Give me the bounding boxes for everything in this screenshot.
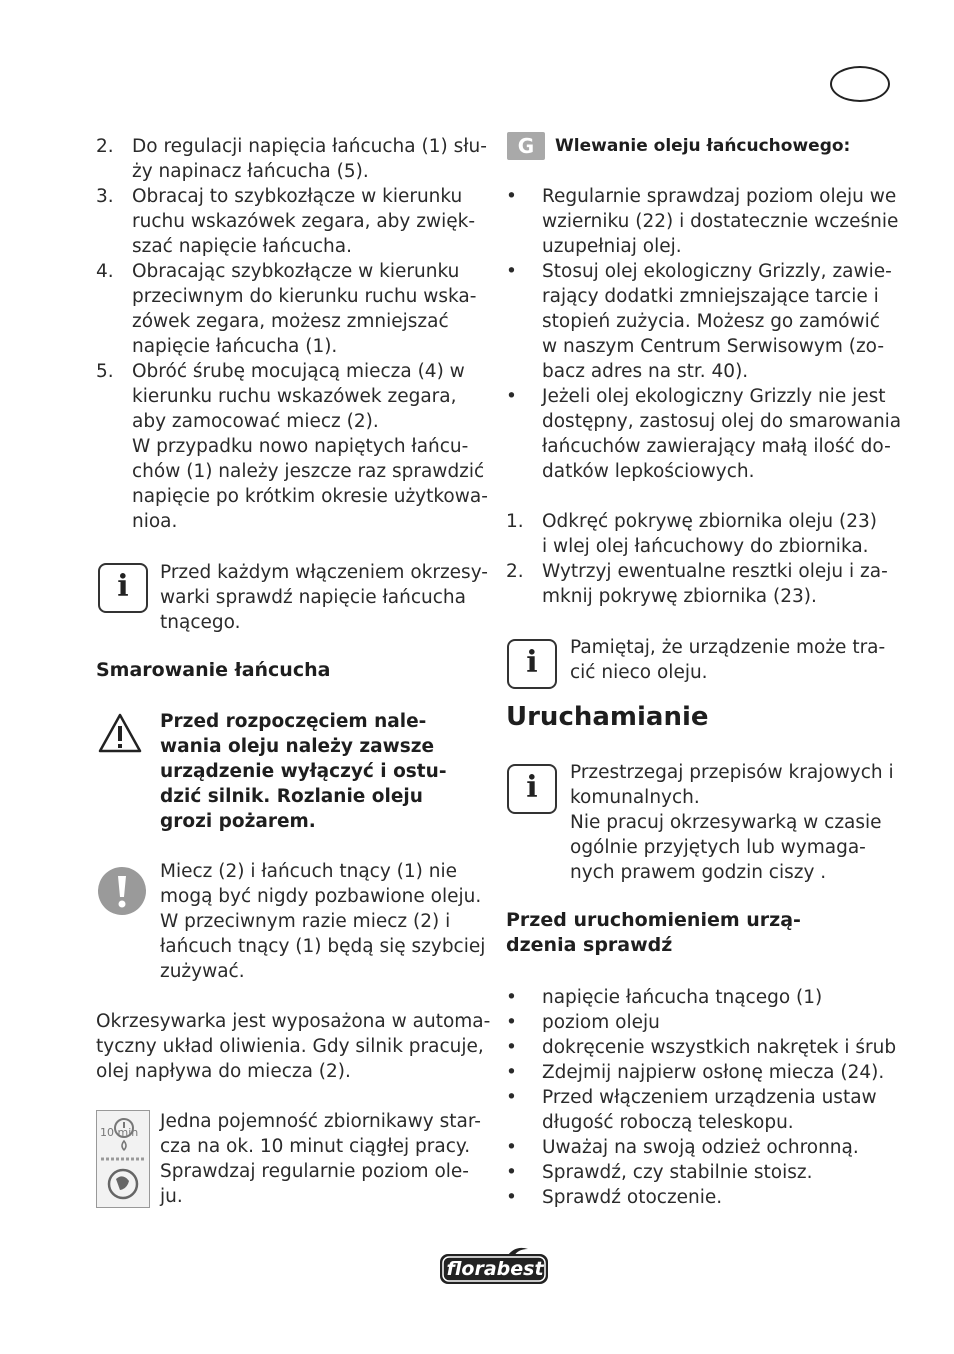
bullet-item [506, 1185, 906, 1210]
warning-line: dzić silnik. Rozlanie oleju [160, 786, 423, 807]
note-line: Przestrzegaj przepisów krajowych i [570, 762, 894, 783]
step-number: 3. [96, 186, 114, 207]
bullet-icon: • [506, 186, 517, 207]
info-note-oil-loss [570, 635, 885, 685]
bullet-line: wzierniku (22) i dostatecznie wcześnie [542, 211, 899, 232]
bullet-line: dostępny, zastosuj olej do smarowania [542, 411, 902, 432]
bullet-line: Zdejmij najpierw osłonę miecza (24). [542, 1062, 885, 1083]
caution-text [160, 859, 485, 984]
bullet-line: w naszym Centrum Serwisowym (zo- [542, 336, 884, 357]
step-number: 2. [506, 561, 524, 582]
timer-note [160, 1109, 481, 1209]
sub-heading-line: Przed uruchomieniem urzą- [506, 909, 801, 931]
step-line: Wytrzyj ewentualne resztki oleju i za- [542, 561, 888, 582]
step-line: chów (1) należy jeszcze raz sprawdzić [132, 461, 485, 482]
left-steps [96, 134, 486, 534]
timer-line: Sprawdzaj regularnie poziom ole- [160, 1161, 469, 1182]
bullet-icon: • [506, 1012, 517, 1033]
note-line: tnącego. [160, 612, 241, 633]
caution-icon [97, 866, 147, 916]
bullet-line: łańcuchów zawierający małą ilość do- [542, 436, 891, 457]
info-icon: i [507, 639, 557, 689]
logo-text: florabest [446, 1258, 544, 1280]
caution-line: mogą być nigdy pozbawione oleju. [160, 886, 482, 907]
step-number: 5. [96, 361, 114, 382]
bullet-line: napięcie łańcucha tnącego (1) [542, 987, 823, 1008]
auto-oiling-paragraph [96, 1009, 490, 1084]
bullet-item [506, 259, 896, 384]
info-note-regulations [570, 760, 894, 885]
step-line: Obróć śrubę mocującą miecza (4) w [132, 361, 465, 382]
bullet-item [506, 1135, 906, 1160]
note-line: ogólnie przyjętych lub wymaga- [570, 837, 866, 858]
bullet-item [506, 1085, 906, 1135]
step-number: 1. [506, 511, 524, 532]
paragraph-line: olej napływa do miecza (2). [96, 1061, 351, 1082]
bullet-icon: • [506, 261, 517, 282]
caution-line: łańcuch tnący (1) będą się szybciej [160, 936, 486, 957]
bullet-icon: • [506, 1037, 517, 1058]
oil-timer-icon [96, 1110, 150, 1208]
step-line: Do regulacji napięcia łańcucha (1) słu- [132, 136, 487, 157]
bullet-line: Sprawdź otoczenie. [542, 1187, 723, 1208]
step-line: ży napinacz łańcucha (5). [132, 161, 369, 182]
paragraph-line: Okrzesywarka jest wyposażona w automa- [96, 1011, 491, 1032]
sub-heading-check [506, 908, 801, 958]
checklist [506, 985, 906, 1210]
step-line: aby zamocować miecz (2). [132, 411, 379, 432]
step-line: Odkręć pokrywę zbiornika oleju (23) [542, 511, 878, 532]
bullet-icon: • [506, 1137, 517, 1158]
bullet-item [506, 1160, 906, 1185]
step-line: zówek zegara, możesz zmniejszać [132, 311, 449, 332]
bullet-item [506, 985, 906, 1010]
bullet-item [506, 1060, 906, 1085]
warning-icon [98, 712, 142, 754]
bullet-line: Przed włączeniem urządzenia ustaw [542, 1087, 877, 1108]
timer-label: 10 min [100, 1126, 139, 1139]
numbered-step [96, 134, 486, 184]
timer-line: Jedna pojemność zbiornikawy star- [160, 1111, 481, 1132]
bullet-line: stopień zużycia. Możesz go zamówić [542, 311, 880, 332]
step-line: i wlej olej łańcuchowy do zbiornika. [542, 536, 869, 557]
section-heading-startup: Uruchamianie [506, 702, 709, 732]
step-line: szać napięcie łańcucha. [132, 236, 352, 257]
bullet-item [506, 1035, 906, 1060]
section-heading-lubrication: Smarowanie łańcucha [96, 659, 331, 681]
bullet-line: bacz adres na str. 40). [542, 361, 749, 382]
step-number: 4. [96, 261, 114, 282]
step-line: napięcie łańcucha (1). [132, 336, 338, 357]
info-icon: i [98, 563, 148, 613]
note-line: nych prawem godzin ciszy . [570, 862, 827, 883]
step-line: W przypadku nowo napiętych łańcu- [132, 436, 469, 457]
bullet-item [506, 184, 899, 259]
bullet-line: poziom oleju [542, 1012, 660, 1033]
bullet-item [506, 1010, 906, 1035]
paragraph-line: tyczny układ oliwienia. Gdy silnik pracuje, [96, 1036, 484, 1057]
bullet-line: dokręcenie wszystkich nakrętek i śrub [542, 1037, 897, 1058]
step-line: napięcie po krótkim okresie użytkowa- [132, 486, 488, 507]
bullet-icon: • [506, 987, 517, 1008]
caution-line: W przeciwnym razie miecz (2) i [160, 911, 451, 932]
numbered-step [96, 259, 486, 359]
bullet-line: rający dodatki zmniejszające tarcie i [542, 286, 879, 307]
caution-line: Miecz (2) i łańcuch tnący (1) nie [160, 861, 457, 882]
warning-text [160, 709, 447, 834]
bullet-line: datków lepkościowych. [542, 461, 755, 482]
section-badge-g: G [507, 132, 545, 160]
warning-line: wania oleju należy zawsze [160, 736, 435, 757]
step-line: nioa. [132, 511, 178, 532]
right-bullets [506, 184, 902, 484]
bullet-line: Uważaj na swoją odzież ochronną. [542, 1137, 859, 1158]
bullet-icon: • [506, 1187, 517, 1208]
step-line: mknij pokrywę zbiornika (23). [542, 586, 817, 607]
caution-line: zużywać. [160, 961, 245, 982]
bullet-line: długość roboczą teleskopu. [542, 1112, 794, 1133]
note-line: Pamiętaj, że urządzenie może tra- [570, 637, 886, 658]
bullet-icon: • [506, 1062, 517, 1083]
numbered-step [96, 184, 486, 259]
note-line: cić nieco oleju. [570, 662, 708, 683]
info-icon: i [507, 764, 557, 814]
note-line: Przed każdym włączeniem okrzesy- [160, 562, 488, 583]
timer-line: ju. [160, 1186, 183, 1207]
bullet-icon: • [506, 386, 517, 407]
bullet-line: Regularnie sprawdzaj poziom oleju we [542, 186, 897, 207]
sub-heading-line: dzenia sprawdź [506, 934, 673, 956]
note-line: Nie pracuj okrzesywarką w czasie [570, 812, 882, 833]
oil-filling-heading: Wlewanie oleju łańcuchowego: [555, 136, 851, 156]
warning-line: Przed rozpoczęciem nale- [160, 711, 427, 732]
step-line: Obracając szybkozłącze w kierunku [132, 261, 460, 282]
bullet-item [506, 384, 902, 484]
timer-line: cza na ok. 10 minut ciągłej pracy. [160, 1136, 471, 1157]
florabest-logo [438, 1246, 552, 1288]
step-line: przeciwnym do kierunku ruchu wska- [132, 286, 477, 307]
step-line: Obracaj to szybkozłącze w kierunku [132, 186, 463, 207]
info-note-chain-tension [160, 560, 488, 635]
bullet-icon: • [506, 1162, 517, 1183]
bullet-line: uzupełniaj olej. [542, 236, 682, 257]
step-number: 2. [96, 136, 114, 157]
numbered-step [506, 509, 896, 559]
step-line: kierunku ruchu wskazówek zegara, [132, 386, 457, 407]
warning-line: urządzenie wyłączyć i ostu- [160, 761, 447, 782]
warning-line: grozi pożarem. [160, 811, 316, 832]
step-line: ruchu wskazówek zegara, aby zwięk- [132, 211, 475, 232]
right-steps [506, 509, 896, 609]
bullet-line: Stosuj olej ekologiczny Grizzly, zawie- [542, 261, 892, 282]
numbered-step [96, 359, 486, 534]
bullet-line: Sprawdź, czy stabilnie stoisz. [542, 1162, 813, 1183]
note-line: komunalnych. [570, 787, 700, 808]
bullet-line: Jeżeli olej ekologiczny Grizzly nie jest [542, 386, 886, 407]
bullet-icon: • [506, 1087, 517, 1108]
language-badge [830, 66, 890, 102]
note-line: warki sprawdź napięcie łańcucha [160, 587, 466, 608]
numbered-step [506, 559, 896, 609]
